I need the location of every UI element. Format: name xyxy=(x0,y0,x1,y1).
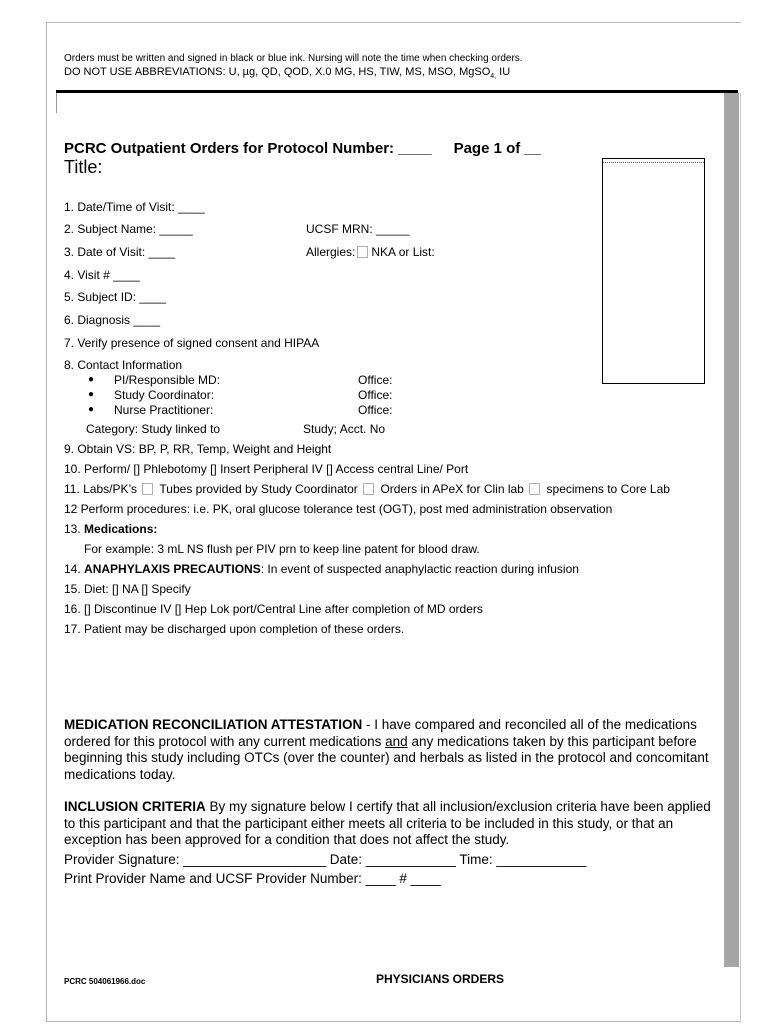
item-mrn: UCSF MRN: _____ xyxy=(306,222,410,236)
item-subject-id: 5. Subject ID: ____ xyxy=(64,290,167,304)
item-discontinue-iv: 16. [] Discontinue IV [] Hep Lok port/Central Line after completion of MD orders xyxy=(64,602,483,616)
item-medications: 13. Medications: xyxy=(64,522,158,536)
nka-checkbox[interactable] xyxy=(357,246,368,258)
item-date-time: 1. Date/Time of Visit: ____ xyxy=(64,200,205,214)
left-margin-mark xyxy=(56,93,57,113)
category-account: Study; Acct. No xyxy=(303,422,386,436)
item-diet: 15. Diet: [] NA [] Specify xyxy=(64,582,191,596)
header-rule xyxy=(56,90,738,93)
page-count: Page 1 of __ xyxy=(453,140,542,157)
side-bar-edge xyxy=(740,93,741,1023)
contact-role: PI/Responsible MD: xyxy=(114,373,221,387)
tubes-checkbox[interactable] xyxy=(142,483,153,495)
item-labs: 11. Labs/PK’s Tubes provided by Study Coordinator Orders in APeX for Clin lab specimens to Core Lab xyxy=(64,482,670,496)
contact-role: Nurse Practitioner: xyxy=(114,403,214,417)
abbreviation-warning: DO NOT USE ABBREVIATIONS: U, µg, QD, QOD, X.0 MG, HS, TIW, MS, MSO, MgSO$_{4,}$ IU xyxy=(64,66,511,81)
contact-role: Study Coordinator: xyxy=(114,388,215,402)
medication-attestation: MEDICATION RECONCILIATION ATTESTATION - I have compared and reconciled all of the medications ordered for this protocol with any current medications and any medications taken by this participant before beginning this study including OTCs (over the counter) and herbals as listed in the protocol and concomitant medications today. xyxy=(64,717,709,782)
bullet-icon: ● xyxy=(88,389,95,400)
item-vitals: 9. Obtain VS: BP, P, RR, Temp, Weight and Height xyxy=(64,442,332,456)
item-consent: 7. Verify presence of signed consent and HIPAA xyxy=(64,336,320,350)
provider-name-line: Print Provider Name and UCSF Provider Number: ____ # ____ xyxy=(64,871,441,886)
medication-example: For example: 3 mL NS flush per PIV prn to keep line patent for blood draw. xyxy=(84,542,480,556)
patient-label-box xyxy=(602,158,705,384)
contact-office: Office: xyxy=(358,373,393,387)
side-bar xyxy=(724,93,739,967)
contact-office: Office: xyxy=(358,403,393,417)
form-subtitle: Title: xyxy=(64,157,103,177)
form-title: PCRC Outpatient Orders for Protocol Number: ____ Page 1 of __ xyxy=(64,140,542,157)
contact-office: Office: xyxy=(358,388,393,402)
footer-label: PHYSICIANS ORDERS xyxy=(376,972,505,986)
bullet-icon: ● xyxy=(88,374,95,385)
core-lab-checkbox[interactable] xyxy=(529,483,540,495)
item-diagnosis: 6. Diagnosis ____ xyxy=(64,313,161,327)
item-perform: 10. Perform/ [] Phlebotomy [] Insert Peripheral IV [] Access central Line/ Port xyxy=(64,462,469,476)
apex-checkbox[interactable] xyxy=(363,483,374,495)
document-id: PCRC 504061966.doc xyxy=(64,977,146,986)
inclusion-criteria: INCLUSION CRITERIA By my signature below I certify that all inclusion/exclusion criteria have been applied to this participant and that the participant either meets all criteria to be included in this study, or that an exception has been approved for a condition that does not affect the study. xyxy=(64,799,711,847)
bullet-icon: ● xyxy=(88,404,95,415)
ink-instruction: Orders must be written and signed in black or blue ink. Nursing will note the time when checking orders. xyxy=(64,53,523,64)
category-line: Category: Study linked to xyxy=(86,422,221,436)
item-anaphylaxis: 14. ANAPHYLAXIS PRECAUTIONS: In event of suspected anaphylactic reaction during infusion xyxy=(64,562,579,576)
item-contact-info: 8. Contact Information xyxy=(64,358,183,372)
item-subject-name: 2. Subject Name: _____ xyxy=(64,222,193,236)
item-date-of-visit: 3. Date of Visit: ____ xyxy=(64,245,176,259)
item-discharge: 17. Patient may be discharged upon completion of these orders. xyxy=(64,622,405,636)
provider-signature-line: Provider Signature: ___________________ Date: ____________ Time: ____________ xyxy=(64,852,587,867)
item-visit-number: 4. Visit # ____ xyxy=(64,268,140,282)
item-procedures: 12 Perform procedures: i.e. PK, oral glucose tolerance test (OGT), post med administration observation xyxy=(64,502,613,516)
item-allergies: Allergies: NKA or List: xyxy=(306,245,435,259)
